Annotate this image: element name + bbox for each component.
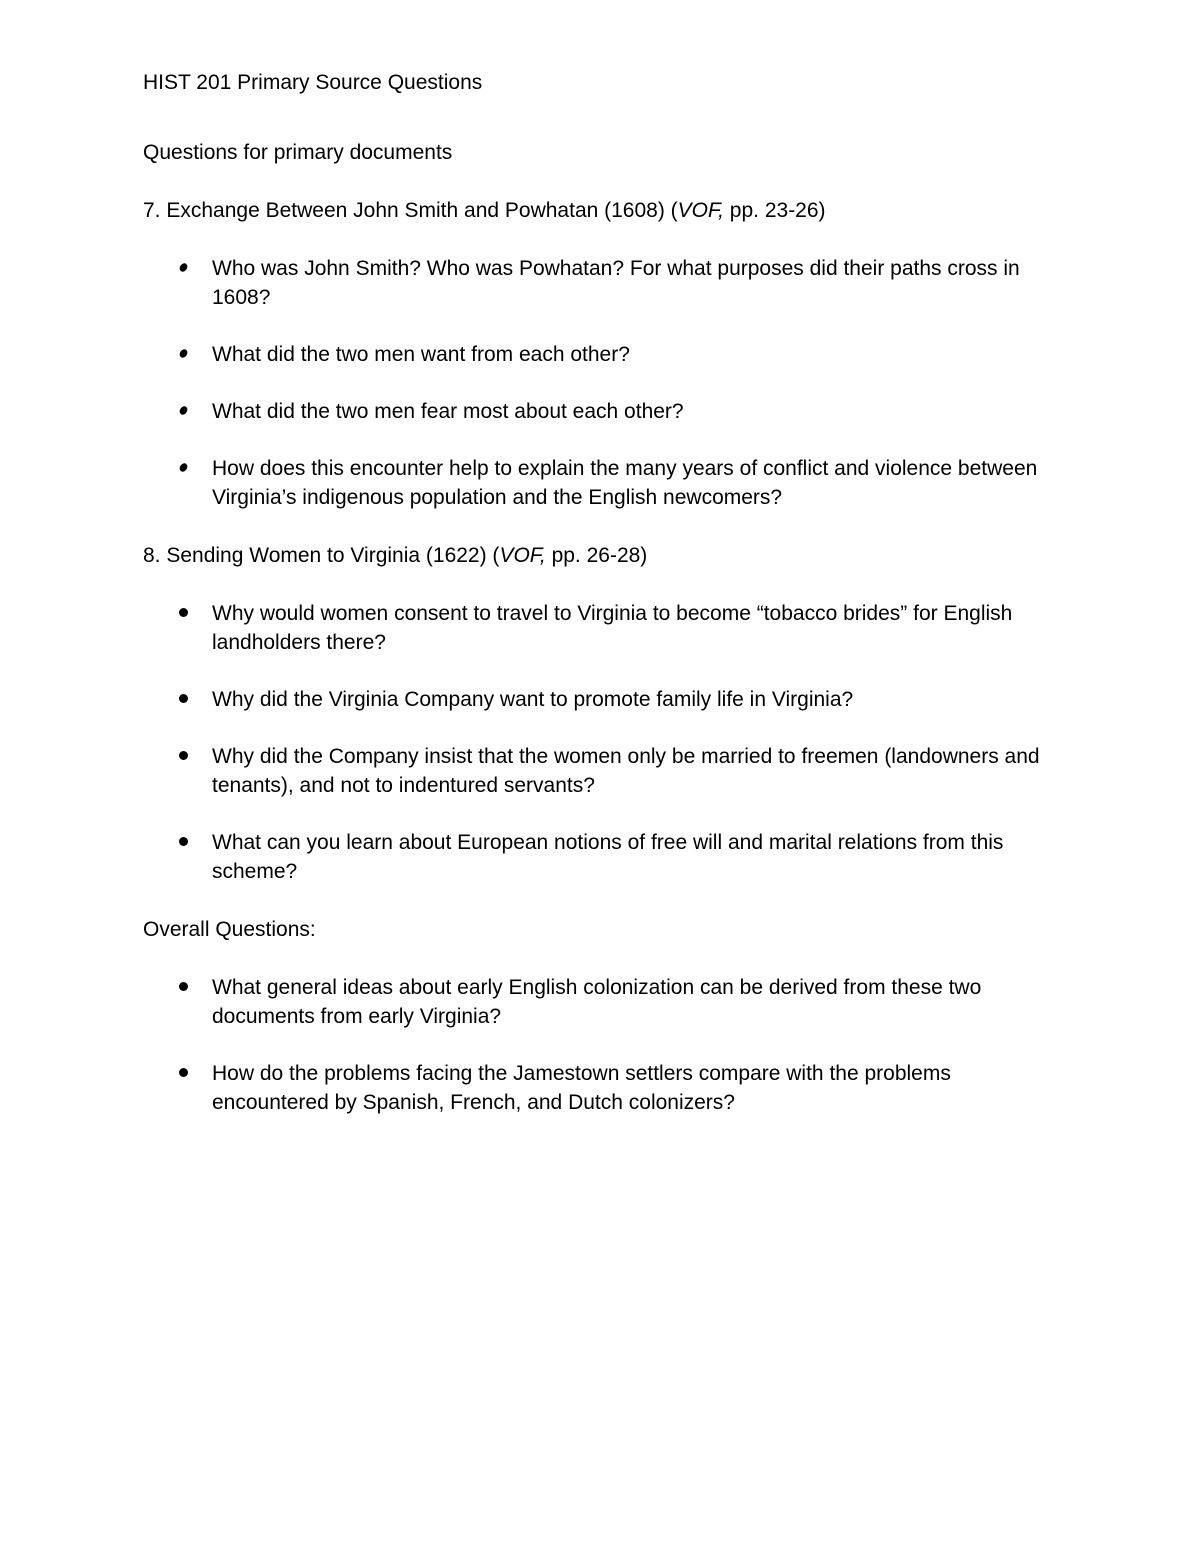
document-page bbox=[143, 68, 1063, 1146]
bullet-icon bbox=[175, 397, 191, 426]
bullet-icon bbox=[175, 973, 191, 1002]
question-text: What did the two men fear most about each other? bbox=[212, 400, 684, 423]
question-text: Why did the Virginia Company want to promote family life in Virginia? bbox=[212, 688, 854, 711]
question-text: What did the two men want from each other? bbox=[212, 343, 630, 366]
section-heading-8 bbox=[143, 541, 1063, 570]
bullet-icon bbox=[175, 828, 191, 857]
bullet-icon bbox=[175, 254, 191, 283]
bullet-icon bbox=[175, 742, 191, 771]
section-heading-7 bbox=[143, 196, 1063, 225]
list-item bbox=[143, 254, 1052, 312]
question-list-overall bbox=[143, 973, 1063, 1117]
question-text: Why would women consent to travel to Virginia to become “tobacco brides” for English landholders there? bbox=[212, 602, 1013, 654]
bullet-icon bbox=[175, 454, 191, 483]
question-list-8 bbox=[143, 599, 1063, 886]
section-heading-pages: pp. 23-26) bbox=[723, 199, 826, 222]
section-heading-source: VOF, bbox=[499, 544, 546, 567]
page-title: HIST 201 Primary Source Questions bbox=[143, 71, 483, 94]
question-text: What can you learn about European notions of free will and marital relations from this scheme? bbox=[212, 831, 1004, 883]
question-text: How do the problems facing the Jamestown settlers compare with the problems encountered by Spanish, French, and Dutch colonizers? bbox=[212, 1062, 951, 1114]
question-text: How does this encounter help to explain the many years of conflict and violence between Virginia’s indigenous population and the English newcomers? bbox=[212, 457, 1038, 509]
list-item bbox=[143, 742, 1052, 800]
question-text: Why did the Company insist that the women only be married to freemen (landowners and tenants), and not to indentured servants? bbox=[212, 745, 1040, 797]
list-item bbox=[143, 973, 1052, 1031]
section-heading-prefix: 7. Exchange Between John Smith and Powhatan (1608) ( bbox=[143, 199, 678, 222]
question-list-7 bbox=[143, 254, 1063, 512]
bullet-icon bbox=[175, 1059, 191, 1088]
list-item bbox=[143, 397, 1052, 426]
list-item bbox=[143, 828, 1052, 886]
list-item bbox=[143, 454, 1052, 512]
list-item bbox=[143, 685, 1052, 714]
question-text: What general ideas about early English colonization can be derived from these two documents from early Virginia? bbox=[212, 976, 982, 1028]
list-item bbox=[143, 340, 1052, 369]
bullet-icon bbox=[175, 685, 191, 714]
bullet-icon bbox=[175, 599, 191, 628]
section-heading-source: VOF, bbox=[677, 199, 724, 222]
bullet-icon bbox=[175, 340, 191, 369]
list-item bbox=[143, 1059, 1052, 1117]
question-text: Who was John Smith? Who was Powhatan? For what purposes did their paths cross in 1608? bbox=[212, 257, 1020, 309]
list-item bbox=[143, 599, 1052, 657]
overall-heading: Overall Questions: bbox=[143, 918, 316, 941]
page-subtitle: Questions for primary documents bbox=[143, 141, 453, 164]
section-heading-prefix: 8. Sending Women to Virginia (1622) ( bbox=[143, 544, 500, 567]
section-heading-pages: pp. 26-28) bbox=[545, 544, 648, 567]
